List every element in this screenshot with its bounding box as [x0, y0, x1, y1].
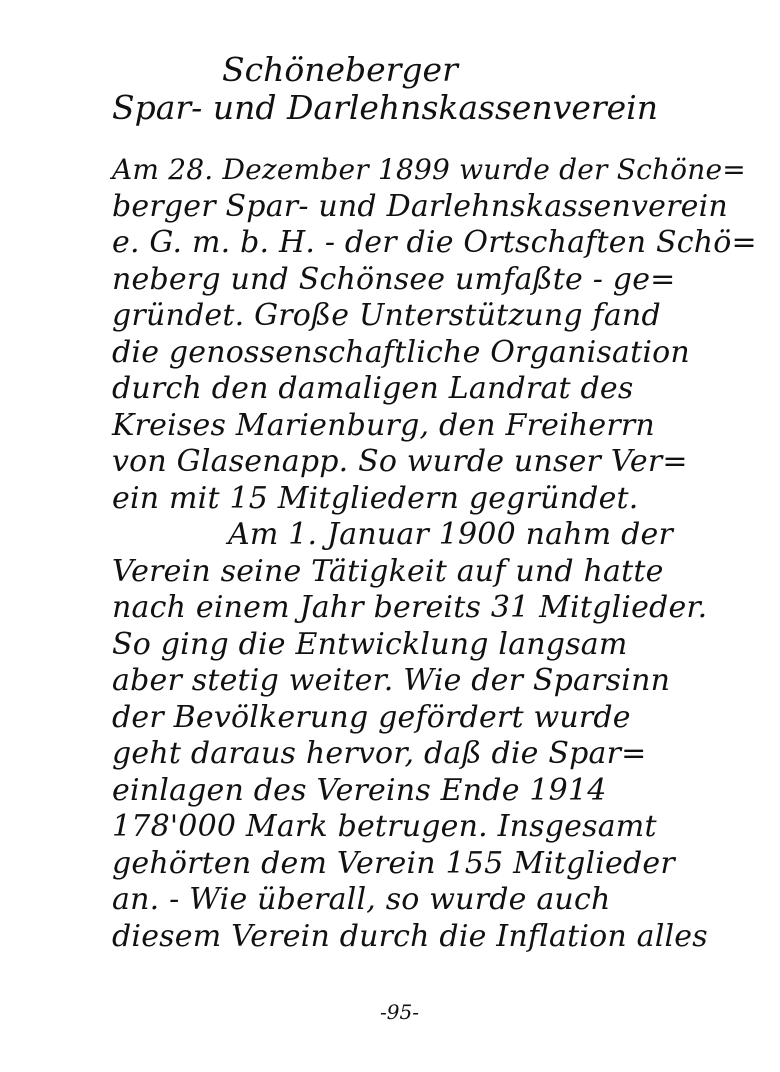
- text-line: gehörten dem Verein 155 Mitglieder: [112, 845, 675, 881]
- text-line: aber stetig weiter. Wie der Sparsinn: [112, 663, 671, 698]
- page-number: -95-: [380, 1000, 419, 1024]
- text-line: e. G. m. b. H. - der die Ortschaften Schö=: [112, 225, 757, 260]
- text-line: So ging die Entwicklung langsam: [112, 626, 628, 662]
- text-line: ein mit 15 Mitgliedern gegründet.: [112, 480, 639, 516]
- text-line: durch den damaligen Landrat des: [112, 371, 634, 406]
- text-line: neberg und Schönsee umfaßte - ge=: [112, 261, 676, 297]
- text-line: diesem Verein durch die Inflation alles: [112, 918, 708, 954]
- text-line: Verein seine Tätigkeit auf und hatte: [112, 553, 664, 589]
- title-line-2: Spar- und Darlehnskassenverein: [112, 88, 658, 127]
- text-line: nach einem Jahr bereits 31 Mitglieder.: [112, 590, 708, 625]
- text-line: Am 28. Dezember 1899 wurde der Schöne=: [112, 153, 746, 186]
- text-line: von Glasenapp. So wurde unser Ver=: [112, 444, 688, 479]
- text-line: berger Spar- und Darlehnskassenverein: [112, 188, 728, 224]
- text-line: die genossenschaftliche Organisation: [112, 334, 690, 370]
- text-line: an. - Wie überall, so wurde auch: [112, 882, 611, 917]
- text-line: der Bevölkerung gefördert wurde: [112, 699, 631, 735]
- text-line: Kreises Marienburg, den Freiherrn: [112, 407, 655, 443]
- text-line: 178'000 Mark betrugen. Insgesamt: [112, 809, 657, 844]
- text-line: einlagen des Vereins Ende 1914: [112, 772, 607, 808]
- text-line: Am 1. Januar 1900 nahm der: [228, 517, 674, 552]
- title-line-1: Schöneberger: [222, 50, 458, 89]
- text-line: gründet. Große Unterstützung fand: [112, 298, 661, 333]
- text-line: geht daraus hervor, daß die Spar=: [112, 736, 647, 771]
